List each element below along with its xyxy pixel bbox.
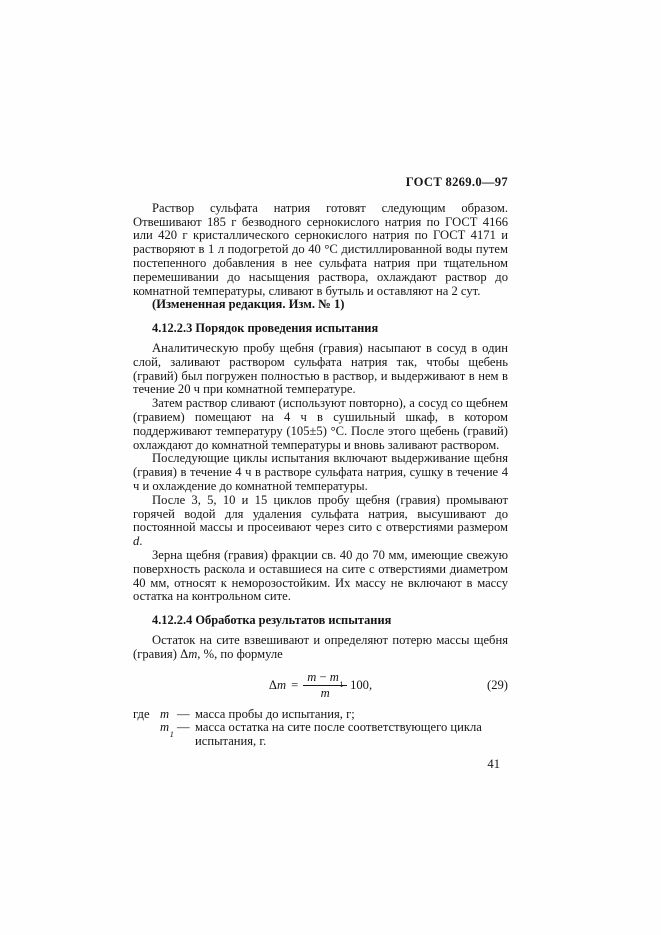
- formula-intro-text: Остаток на сите взвешивают и определяют потерю массы щебня (гравия): [133, 632, 508, 661]
- formula-delta: Δ: [268, 677, 277, 692]
- formula-factor: 100,: [350, 677, 373, 692]
- definition-row-m1: [133, 721, 508, 749]
- paragraph-cycles: Последующие циклы испытания включают выдерживание щебня (гравия) в течение 4 ч в растворе сульфата натрия, сушку в течение 4 ч и охлаждение до комнатной температуры.: [133, 451, 508, 493]
- amendment-note: (Измененная редакция. Изм. № 1): [152, 297, 345, 312]
- paragraph-washing-text: После 3, 5, 10 и 15 циклов пробу щебня (гравия) промывают горячей водой для удаления сульфата натрия, высушивают до постоянной массы и просеивают через сито с отверстиями размером: [133, 492, 508, 535]
- symbol-definitions: [133, 708, 508, 749]
- where-label: где: [133, 706, 150, 721]
- formula-lhs-var: m: [276, 677, 287, 692]
- formula-lhs: [269, 679, 286, 693]
- m1-subscript: 1: [169, 728, 174, 739]
- definition-dash-2: —: [177, 720, 190, 735]
- delta-symbol: Δ: [180, 646, 189, 661]
- equals-sign: =: [291, 677, 299, 692]
- numerator-var2: m: [329, 670, 339, 684]
- denominator-var: m: [320, 686, 330, 700]
- numerator-var1: m: [307, 670, 317, 684]
- paragraph-grains: Зерна щебня (гравия) фракции св. 40 до 70 мм, имеющие свежую поверхность раскола и оставшиеся на сите с отверстиями диаметром 40 мм, относят к неморозостойким. Их массу не включают в массу остатка на контрольном сите.: [133, 547, 508, 604]
- definition-text-m: масса пробы до испытания, г;: [195, 706, 355, 721]
- numerator-subscript: 1: [339, 678, 344, 689]
- definition-row-m: [133, 708, 508, 722]
- minus-sign: −: [319, 670, 327, 684]
- fraction: [303, 671, 347, 700]
- running-head: ГОСТ 8269.0—97: [405, 175, 508, 189]
- page-number: 41: [487, 756, 500, 771]
- paragraph-washing: [133, 494, 508, 549]
- section-heading-4-12-2-3: 4.12.2.3 Порядок проведения испытания: [152, 321, 379, 336]
- section-heading-4-12-2-4: 4.12.2.4 Обработка результатов испытания: [152, 613, 392, 628]
- definition-symbol-m1: [160, 720, 177, 739]
- paragraph-immersion: Аналитическую пробу щебня (гравия) насыпают в сосуд в один слой, заливают раствором сульфата натрия так, чтобы щебень (гравий) был погружен полностью в раствор, и выдерживают в нем в течение 20 ч при комнатной температуре.: [133, 340, 508, 397]
- paragraph-formula-intro: [133, 634, 508, 662]
- definition-dash: —: [177, 706, 190, 721]
- paragraph-washing-period: .: [139, 534, 143, 549]
- definition-text-m1: масса остатка на сите после соответствующего цикла испытания, г.: [195, 720, 482, 749]
- formula-29: [133, 669, 508, 703]
- paragraph-solution-preparation: Раствор сульфата натрия готовят следующим образом. Отвешивают 185 г безводного сернокислого натрия по ГОСТ 4166 или 420 г кристаллического сернокислого натрия по ГОСТ 4171 и растворяют в 1 л подогретой до 40 °С дистиллированной воды путем постепенного добавления в нее сульфата натрия при тщательном перемешивании до насыщения раствора, охлаждают раствор до комнатной температуры, сливают в бутыль и оставляют на 2 сут.: [133, 200, 508, 298]
- paragraph-drying: Затем раствор сливают (используют повторно), а сосуд со щебнем (гравием) помещают на 4 ч в сушильный шкаф, в котором поддерживают температуру (105±5) °С. После этого щебень (гравий) охлаждают до комнатной температуры и вновь заливают раствором.: [133, 396, 508, 452]
- m1-base: m: [160, 720, 170, 735]
- definition-symbol-m: m: [160, 706, 170, 721]
- equation-number: (29): [487, 677, 508, 692]
- formula-expression: [269, 671, 372, 700]
- fraction-denominator: [321, 686, 330, 700]
- fraction-numerator: [303, 670, 347, 689]
- sieve-size-symbol: d: [133, 534, 140, 549]
- mass-symbol: m: [188, 646, 198, 661]
- formula-intro-suffix: , %, по формуле: [197, 646, 283, 661]
- text-block: [133, 176, 508, 772]
